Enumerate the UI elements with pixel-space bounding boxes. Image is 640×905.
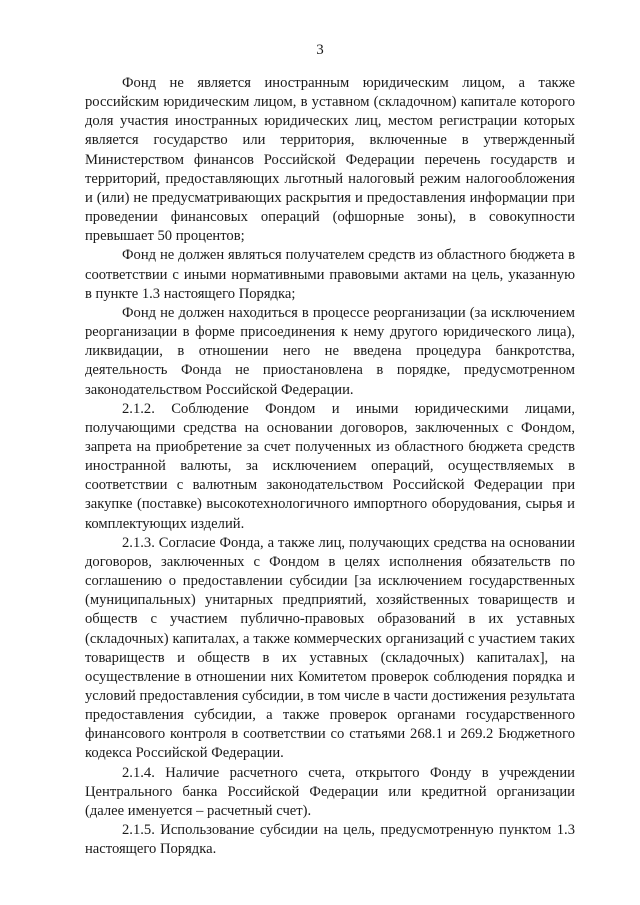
document-body bbox=[85, 74, 575, 859]
page-number: 3 bbox=[316, 42, 324, 58]
paragraph-2-1-3: 2.1.3. Согласие Фонда, а также лиц, получающих средства на основании договоров, заключенных с Фондом в целях исполнения обязательств по соглашению о предоставлении субсидии [за исключением государственных (муниципальных) унитарных предприятий, хозяйственных товариществ и обществ с участием публично-правовых образований в их уставных (складочных) капиталах, а также коммерческих организаций с участием таких товариществ и обществ в их уставных (складочных) капиталах], на осуществление в отношении них Комитетом проверок соблюдения порядка и условий предоставления субсидии, в том числе в части достижения результата предоставления субсидии, а также проверок органами государственного финансового контроля в соответствии со статьями 268.1 и 269.2 Бюджетного кодекса Российской Федерации. bbox=[85, 534, 575, 762]
paragraph-2-1-4: 2.1.4. Наличие расчетного счета, открытого Фонду в учреждении Центрального банка Российской Федерации или кредитной организации (далее именуется – расчетный счет). bbox=[85, 764, 575, 819]
paragraph-offshore-status: Фонд не является иностранным юридическим лицом, а также российским юридическим лицом, в уставном (складочном) капитале которого доля участия иностранных юридических лиц, местом регистрации которых является государство или территория, включенные в утвержденный Министерством финансов Российской Федерации перечень государств и территорий, предоставляющих льготный налоговый режим налогообложения и (или) не предусматривающих раскрытия и предоставления информации при проведении финансовых операций (офшорные зоны), в совокупности превышает 50 процентов; bbox=[85, 75, 575, 245]
paragraph-2-1-2: 2.1.2. Соблюдение Фондом и иными юридическими лицами, получающими средства на основании договоров, заключенных с Фондом, запрета на приобретение за счет полученных из областного бюджета средств иностранной валюты, за исключением операций, осуществляемых в соответствии с валютным законодательством Российской Федерации при закупке (поставке) высокотехнологичного импортного оборудования, сырья и комплектующих изделий. bbox=[85, 400, 575, 532]
paragraph-no-other-funding: Фонд не должен являться получателем средств из областного бюджета в соответствии с иными нормативными правовыми актами на цель, указанную в пункте 1.3 настоящего Порядка; bbox=[85, 247, 575, 302]
paragraph-no-reorganization: Фонд не должен находиться в процессе реорганизации (за исключением реорганизации в форме присоединения к нему другого юридического лица), ликвидации, в отношении него не введена процедура банкротства, деятельность Фонда не приостановлена в порядке, предусмотренном законодательством Российской Федерации. bbox=[85, 304, 575, 398]
paragraph-2-1-5: 2.1.5. Использование субсидии на цель, предусмотренную пунктом 1.3 настоящего Порядка. bbox=[85, 822, 575, 858]
